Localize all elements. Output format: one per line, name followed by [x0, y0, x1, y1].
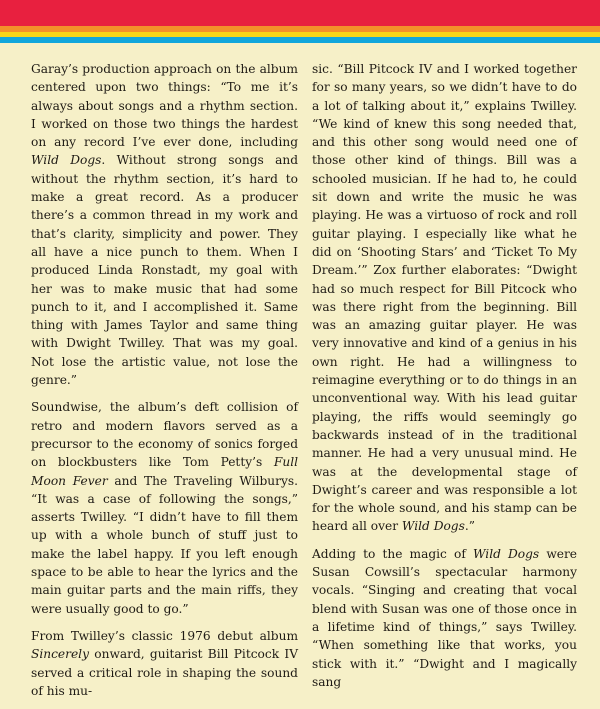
text-run: From Twilley’s classic 1976 debut album	[31, 628, 298, 643]
text-run: .”	[464, 519, 475, 534]
left-column	[31, 60, 298, 709]
paragraph-bill-pitcock	[312, 60, 577, 536]
album-title: Wild Dogs	[472, 546, 540, 561]
text-run: and The Traveling Wilburys. “It was a case of following the songs,” asserts Twilley. “I didn’t have to fill them up with a whole bunch of stuff just to make the label happy. If you left enough space to be able to hear the lyrics and the main guitar parts and the main riffs, they were usually good to go.”	[31, 473, 298, 616]
text-run: were Susan Cowsill’s spectacular harmony vocals. “Singing and creating that vocal blend with Susan was one of those once in a lifetime kind of things,” says Twilley. “When something like that works, you stick with it.” “Dwight and I magically sang	[312, 546, 577, 689]
text-run: Soundwise, the album’s deft collision of retro and modern flavors served as a precursor to the economy of sonics forged on blockbusters like Tom Petty’s	[31, 400, 298, 470]
text-run: Adding to the magic of	[312, 546, 473, 561]
stripe-gap	[0, 43, 600, 46]
album-title: Wild Dogs	[401, 519, 465, 534]
text-run: . Without strong songs and without the rhythm section, it’s hard to make a great record. As a producer there’s a common thread in my work and that’s clarity, simplicity and power. They all have a nice punch to them. When I produced Linda Ronstadt, my goal with her was to make music that had some punch to it, and I accomplished it. Same thing with James Taylor and same thing with Dwight Twilley. That was my goal. Not lose the artistic value, not lose the genre.”	[31, 153, 298, 388]
red-stripe	[0, 0, 600, 26]
paragraph-production-approach	[31, 60, 298, 389]
album-title: Sincerely	[31, 647, 89, 662]
right-column	[312, 60, 577, 700]
paragraph-susan-cowsill	[312, 545, 577, 691]
text-run: Garay’s production approach on the album centered upon two things: “To me it’s always about songs and a rhythm section. I worked on those two things the hardest on any record I’ve ever done, including	[31, 62, 298, 150]
text-run: onward, guitarist Bill Pitcock IV served a critical role in shaping the sound of his mu-	[31, 647, 298, 698]
paragraph-soundwise	[31, 398, 298, 618]
album-title: Wild Dogs	[31, 153, 102, 168]
album-title: Full Moon Fever	[31, 455, 298, 488]
header-stripes	[0, 0, 600, 46]
text-run: sic. “Bill Pitcock IV and I worked together for so many years, so we didn’t have to do a lot of talking about it,” explains Twilley. “We kind of knew this song needed that, and this other song would need one of those other kind of things. Bill was a schooled musician. If he had to, he could sit down and write the music he was playing. He was a virtuoso of rock and roll guitar playing. I especially like what he did on ‘Shooting Stars’ and ‘Ticket To My Dream.’” Zox further elaborates: “Dwight had so much respect for Bill Pitcock who was there right from the beginning. Bill was an amazing guitar player. He was very innovative and kind of a genius in his own right. He had a willingness to reimagine everything or to do things in an unconventional way. With his lead guitar playing, the riffs would seemingly go backwards instead of in the traditional manner. He had a very unusual mind. He was at the developmental stage of Dwight’s career and was responsible a lot for the whole sound, and his stamp can be heard all over	[312, 62, 577, 534]
paragraph-debut-album	[31, 627, 298, 700]
